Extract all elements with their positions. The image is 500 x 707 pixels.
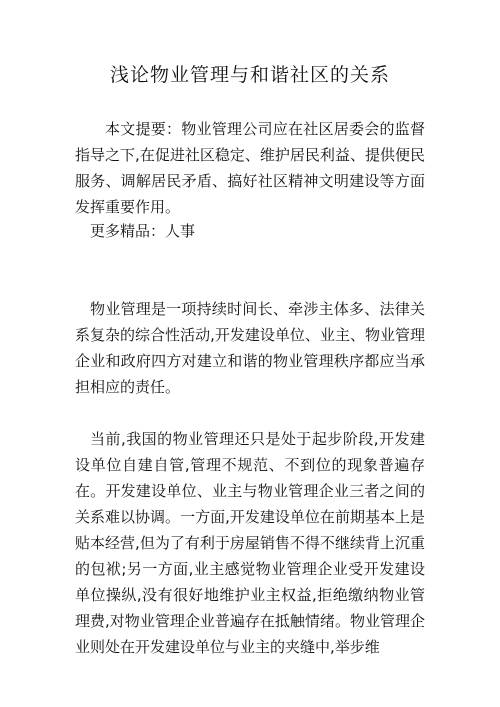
abstract-paragraph: 本文提要：物业管理公司应在社区居委会的监督指导之下,在促进社区稳定、维护居民利益、提供便民服务、调解居民矛盾、搞好社区精神文明建设等方面发挥重要作用。 — [75, 120, 425, 216]
document-title: 浅论物业管理与和谐社区的关系 — [109, 64, 390, 86]
body-paragraph-1: 物业管理是一项持续时间长、牵涉主体多、法律关系复杂的综合性活动,开发建设单位、业主、物业管理企业和政府四方对建立和谐的物业管理秩序都应当承担相应的责任。 — [75, 300, 425, 396]
body-paragraph-2: 当前,我国的物业管理还只是处于起步阶段,开发建设单位自建自管,管理不规范、不到位的现象普遍存在。开发建设单位、业主与物业管理企业三者之间的关系难以协调。一方面,开发建设单位在前期基本上是贴本经营,但为了有利于房屋销售不得不继续背上沉重的包袱;另一方面,业主感觉物业管理企业受开发建设单位操纵,没有很好地维护业主权益,拒绝缴纳物业管理费,对物业管理企业普遍存在抵触情绪。物业管理企业则处在开发建设单位与业主的夹缝中,举步维 — [75, 430, 425, 656]
more-link-text: 更多精品：人事 — [90, 222, 196, 240]
